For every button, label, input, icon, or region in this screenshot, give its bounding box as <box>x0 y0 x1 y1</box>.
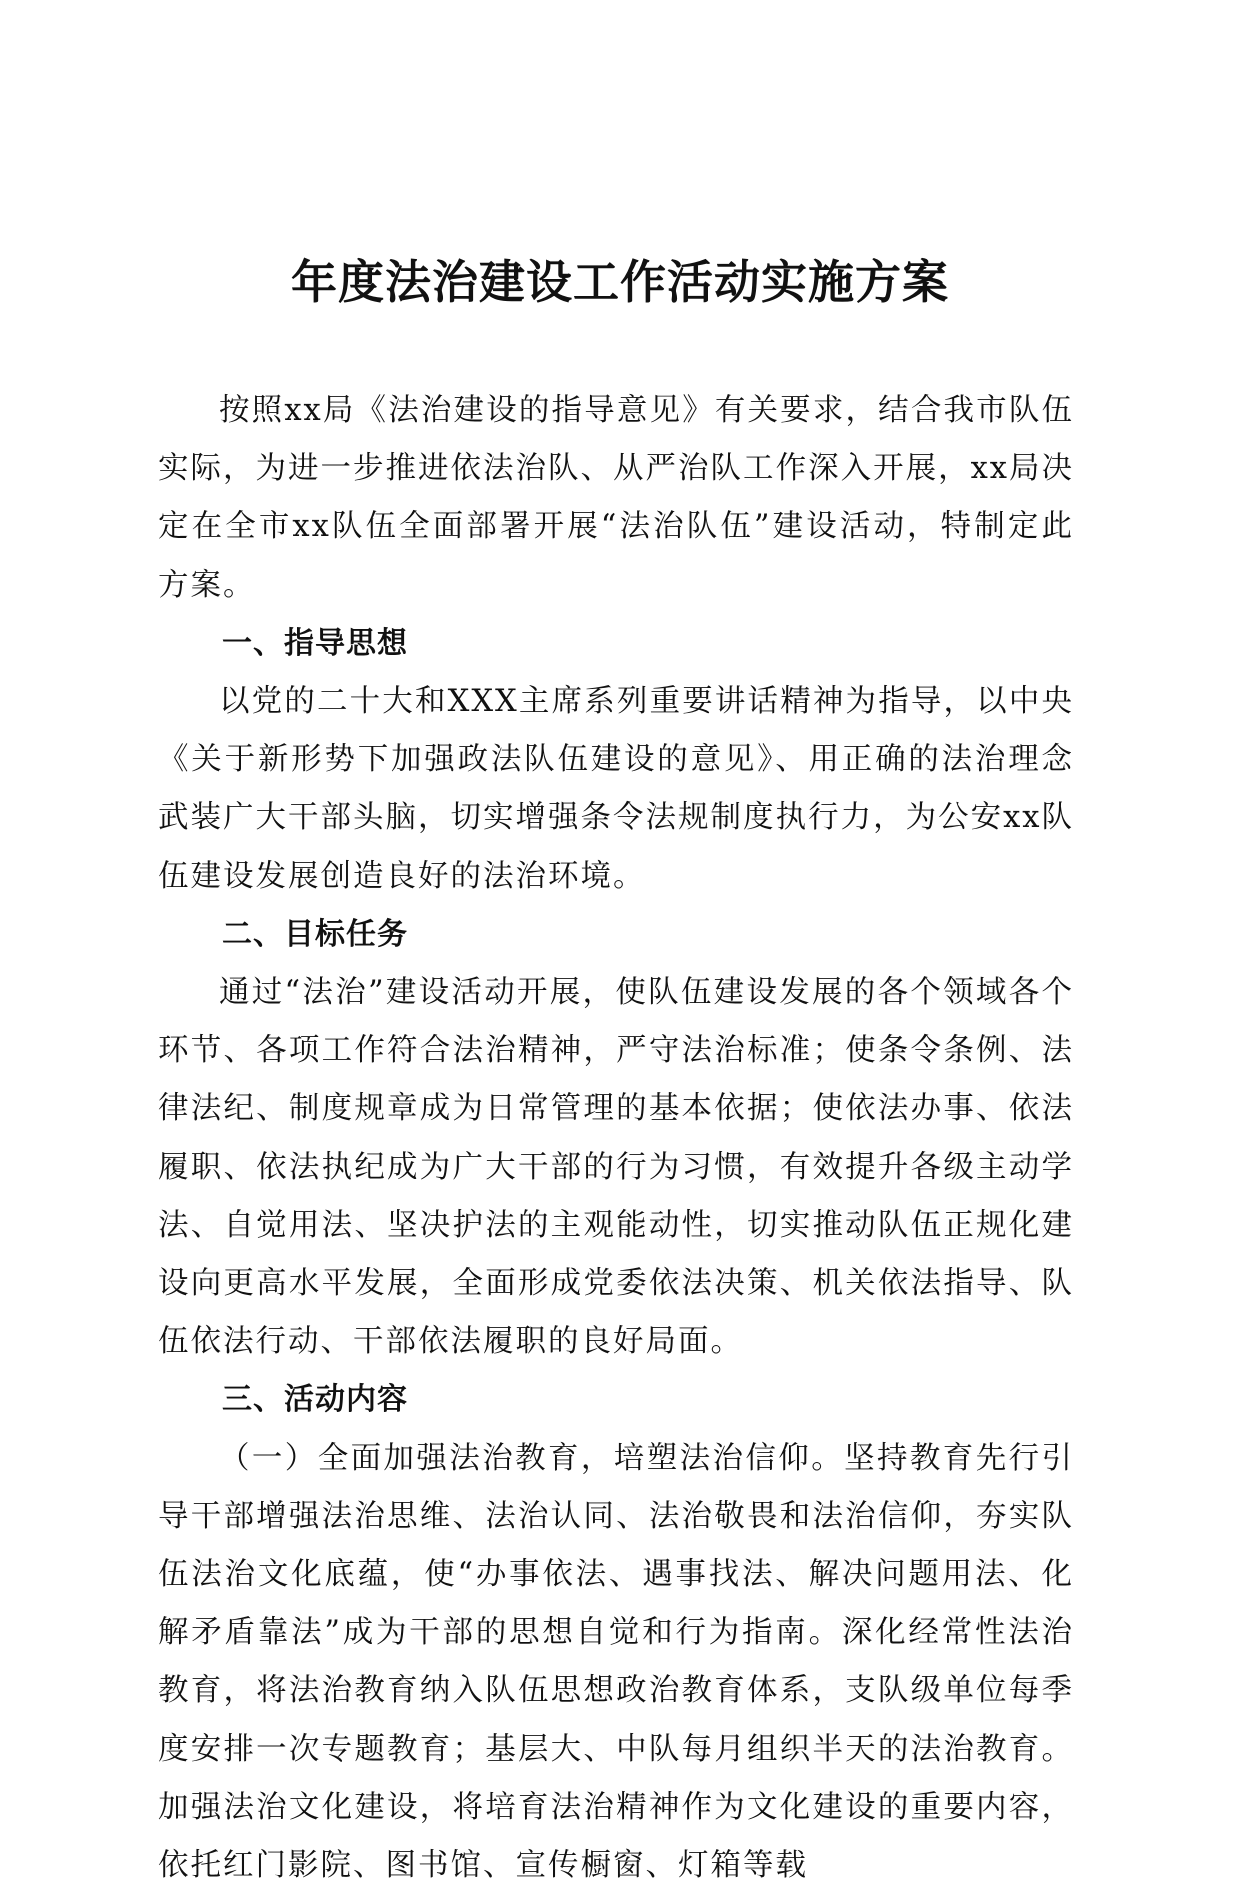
section-paragraph-objectives: 通过“法治”建设活动开展，使队伍建设发展的各个领域各个环节、各项工作符合法治精神，严守法治标准；使条令条例、法律法纪、制度规章成为日常管理的基本依据；使依法办事、依法履职、依法执纪成为广大干部的行为习惯，有效提升各级主动学法、自觉用法、坚决护法的主观能动性，切实推动队伍正规化建设向更高水平发展，全面形成党委依法决策、机关依法指导、队伍依法行动、干部依法履职的良好局面。 <box>158 975 1074 1360</box>
intro-paragraph: 按照xx局《法治建设的指导意见》有关要求，结合我市队伍实际，为进一步推进依法治队、从严治队工作深入开展，xx局决定在全市xx队伍全面部署开展“法治队伍”建设活动，特制定此方案。 <box>158 393 1074 603</box>
section-paragraph-guiding-ideology: 以党的二十大和XXX主席系列重要讲话精神为指导，以中央《关于新形势下加强政法队伍建设的意见》、用正确的法治理念武装广大干部头脑，切实增强条令法规制度执行力，为公安xx队伍建设发展创造良好的法治环境。 <box>158 684 1074 894</box>
document-title: 年度法治建设工作活动实施方案 <box>291 255 949 309</box>
section-heading-objectives: 二、目标任务 <box>222 916 408 952</box>
section-heading-activity-content: 三、活动内容 <box>222 1382 408 1418</box>
section-paragraph-activity-content: （一）全面加强法治教育，培塑法治信仰。坚持教育先行引导干部增强法治思维、法治认同、法治敬畏和法治信仰，夯实队伍法治文化底蕴，使“办事依法、遇事找法、解决问题用法、化解矛盾靠法”成为干部的思想自觉和行为指南。深化经常性法治教育，将法治教育纳入队伍思想政治教育体系，支队级单位每季度安排一次专题教育；基层大、中队每月组织半天的法治教育。加强法治文化建设，将培育法治精神作为文化建设的重要内容，依托红门影院、图书馆、宣传橱窗、灯箱等载 <box>158 1440 1074 1884</box>
document-body <box>158 382 1074 1895</box>
section-heading-guiding-ideology: 一、指导思想 <box>222 625 408 661</box>
